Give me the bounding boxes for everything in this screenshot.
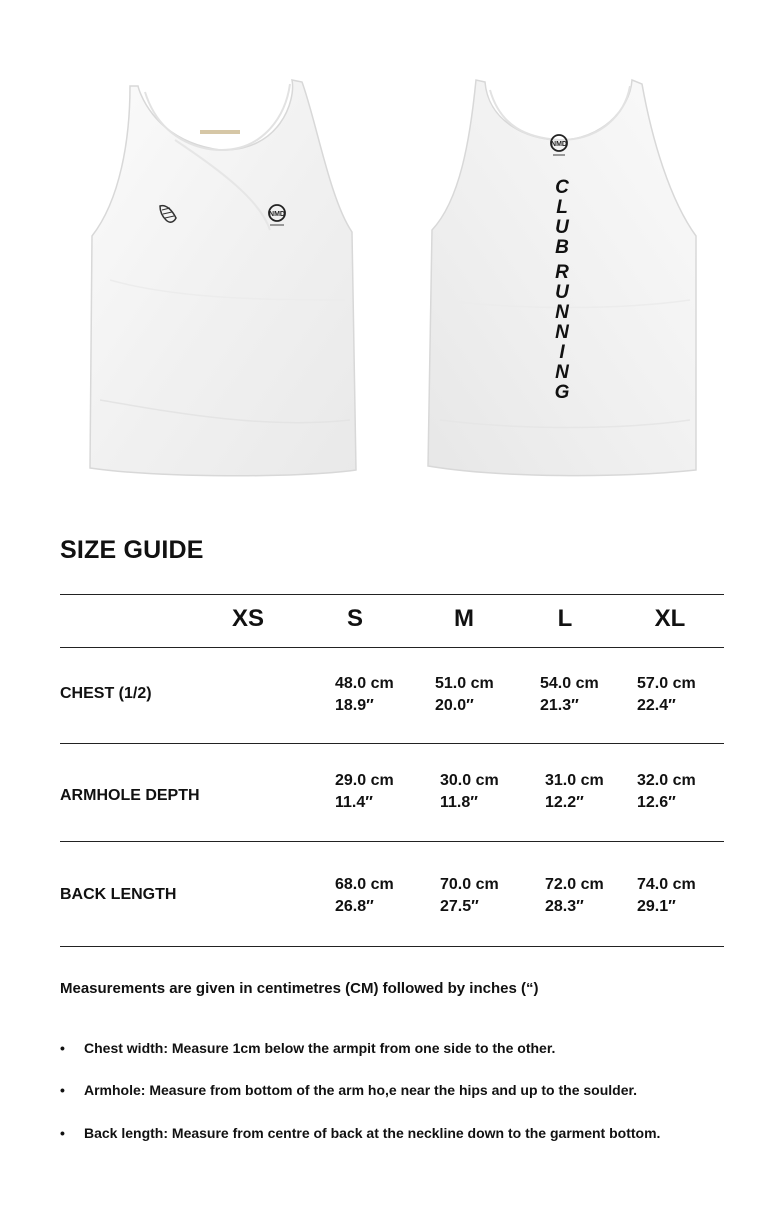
bullet-symbol: • xyxy=(60,1082,65,1098)
table-top-rule xyxy=(60,594,724,595)
front-tank-top xyxy=(90,80,356,476)
back-print-letter: U xyxy=(555,217,569,238)
back-print-letter: N xyxy=(555,302,569,323)
row-label-chest: CHEST (1/2) xyxy=(60,685,152,702)
cell-chest-xl: 57.0 cm 22.4″ xyxy=(637,675,696,714)
size-guide-title: SIZE GUIDE xyxy=(60,536,204,564)
cell-armhole-l: 31.0 cm 12.2″ xyxy=(545,772,604,811)
row-label-armhole: ARMHOLE DEPTH xyxy=(60,787,200,804)
tank-top-illustrations xyxy=(0,0,784,500)
bullet-symbol: • xyxy=(60,1040,65,1056)
back-print-letter: R xyxy=(555,262,569,283)
size-header-xl: XL xyxy=(654,605,686,632)
back-print-text xyxy=(555,177,571,403)
bullet-chest-width: • Chest width: Measure 1cm below the armpit from one side to the other. xyxy=(60,1040,556,1056)
bullet-symbol: • xyxy=(60,1125,65,1141)
neck-label xyxy=(200,130,240,134)
bullet-back-length: • Back length: Measure from centre of back at the neckline down to the garment bottom. xyxy=(60,1125,661,1141)
bullet-armhole: • Armhole: Measure from bottom of the arm ho,e near the hips and up to the soulder. xyxy=(60,1082,638,1098)
cell-chest-l: 54.0 cm 21.3″ xyxy=(540,675,599,714)
table-row-rule-2 xyxy=(60,841,724,842)
size-header-xs: XS xyxy=(231,605,264,632)
back-print-letter: B xyxy=(555,237,569,258)
cell-back-l: 72.0 cm 28.3″ xyxy=(545,876,604,915)
cell-armhole-s: 29.0 cm 11.4″ xyxy=(335,772,394,811)
back-print-letter: G xyxy=(554,382,570,403)
back-print-letter: N xyxy=(555,322,569,343)
back-print-letter: L xyxy=(556,197,568,218)
cell-back-xl: 74.0 cm 29.1″ xyxy=(637,876,696,915)
back-print-letter: U xyxy=(555,282,569,303)
cell-back-m: 70.0 cm 27.5″ xyxy=(440,876,499,915)
table-bottom-rule xyxy=(60,946,724,947)
table-row-rule-1 xyxy=(60,743,724,744)
back-print-letter: C xyxy=(555,177,569,198)
back-print-letter: N xyxy=(555,362,569,383)
cell-back-s: 68.0 cm 26.8″ xyxy=(335,876,394,915)
cell-armhole-m: 30.0 cm 11.8″ xyxy=(440,772,499,811)
table-header-rule xyxy=(60,647,724,648)
size-header-s: S xyxy=(346,605,363,632)
row-label-back-length: BACK LENGTH xyxy=(60,886,177,903)
product-images xyxy=(0,0,784,500)
measurement-note: Measurements are given in centimetres (CM) followed by inches (“) xyxy=(60,980,539,997)
size-header-m: M xyxy=(454,605,474,632)
back-print-letter: I xyxy=(559,342,565,363)
back-tank-top xyxy=(428,80,696,476)
svg-text:NMD: NMD xyxy=(551,141,567,148)
svg-text:NMD: NMD xyxy=(269,211,285,218)
cell-armhole-xl: 32.0 cm 12.6″ xyxy=(637,772,696,811)
cell-chest-s: 48.0 cm 18.9″ xyxy=(335,675,394,714)
cell-chest-m: 51.0 cm 20.0″ xyxy=(435,675,494,714)
size-header-l: L xyxy=(557,605,573,632)
